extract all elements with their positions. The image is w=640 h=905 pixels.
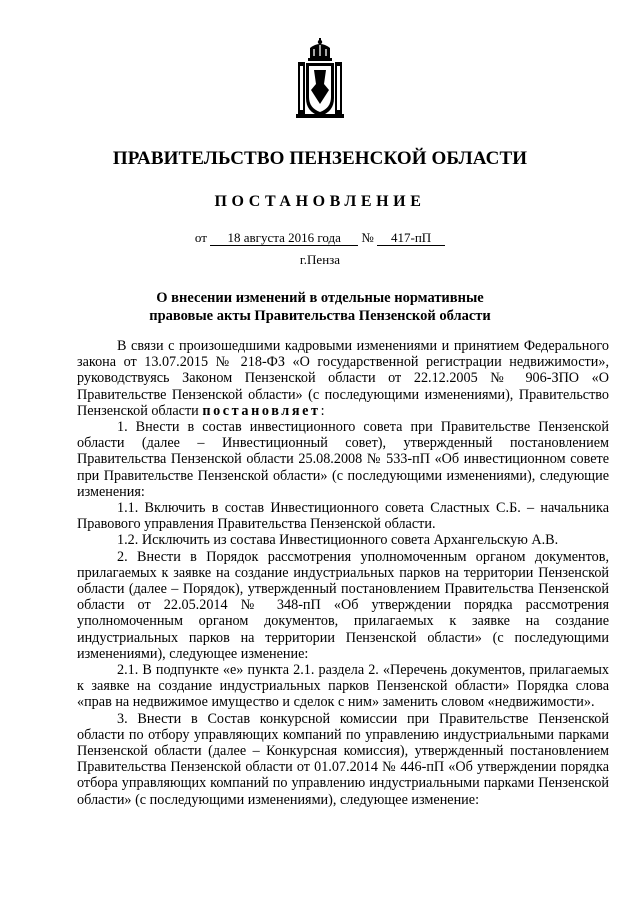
paragraph-2: 2. Внести в Порядок рассмотрения уполномоченным органом документов, прилагаемых к заявке на создание индустриальных парков на территории Пензенской области (далее – Порядок), утвержденный постановлением Правительства Пензенской области от 22.05.2014 № 348-пП «Об утверждении порядка рассмотрения уполномоченным органом документов, прилагаемых к заявке на создание индустриальных парков на территории Пензенской области» (с последующими изменениями), следующее изменение:	[77, 548, 609, 662]
paragraph-1-2: 1.2. Исключить из состава Инвестиционного совета Архангельскую А.В.	[117, 532, 559, 549]
title-line-1: О внесении изменений в отдельные нормативные	[156, 290, 484, 306]
title-line-2: правовые акты Правительства Пензенской области	[149, 308, 491, 324]
document-date: 18 августа 2016 года	[210, 231, 358, 246]
paragraph-2-1: 2.1. В подпункте «е» пункта 2.1. раздела 2. «Перечень документов, прилагаемых к заявке на создание индустриальных парков Пензенской области» Порядка слова «прав на недвижимое имущество и сделок с ним» заменить словом «недвижимости».	[77, 662, 609, 711]
paragraph-1: 1. Внести в состав инвестиционного совета при Правительстве Пензенской области (далее – Инвестиционный совет), утвержденный постановлением Правительства Пензенской области 25.08.2008 № 533-пП «Об инвестиционном совете при Правительстве Пензенской области» (с последующими изменениями), следующие изменения:	[77, 419, 609, 500]
paragraph-3: 3. Внести в Состав конкурсной комиссии при Правительстве Пензенской области по отбору управляющих компаний по управлению индустриальными парками Пензенской области (далее – Конкурсная комиссия), утвержденный постановлением Правительства Пензенской области от 01.07.2014 № 446-пП «Об утверждении порядка отбора управляющих компаний по управлению индустриальными парками Пензенской области» (с последующими изменениями), следующее изменение:	[77, 710, 609, 808]
coat-of-arms-icon	[296, 38, 344, 120]
document-title	[0, 289, 640, 325]
date-prefix: от	[194, 230, 207, 245]
intro-end: :	[320, 402, 325, 419]
intro-text: В связи с произошедшими кадровыми изменениями и принятием Федерального закона от 13.07.2015 № 218-ФЗ «О государственной регистрации недвижимости», руководствуясь Законом Пензенской области от 22.12.2005 № 906-ЗПО «О Правительстве Пензенской области» (с последующими изменениями), Правительство Пензенской области	[77, 338, 609, 419]
city: г.Пенза	[299, 252, 341, 267]
organization-name: ПРАВИТЕЛЬСТВО ПЕНЗЕНСКОЙ ОБЛАСТИ	[112, 148, 528, 169]
date-number-line	[0, 230, 640, 246]
intro-paragraph	[77, 338, 609, 419]
number-sign: №	[361, 230, 374, 245]
document-type: ПОСТАНОВЛЕНИЕ	[214, 193, 426, 210]
paragraph-1-1: 1.1. Включить в состав Инвестиционного совета Сластных С.Б. – начальника Правового управления Правительства Пензенской области.	[77, 500, 609, 533]
document-number: 417-пП	[377, 231, 445, 246]
decree-word: постановляет	[202, 402, 321, 419]
document-body	[77, 338, 609, 808]
